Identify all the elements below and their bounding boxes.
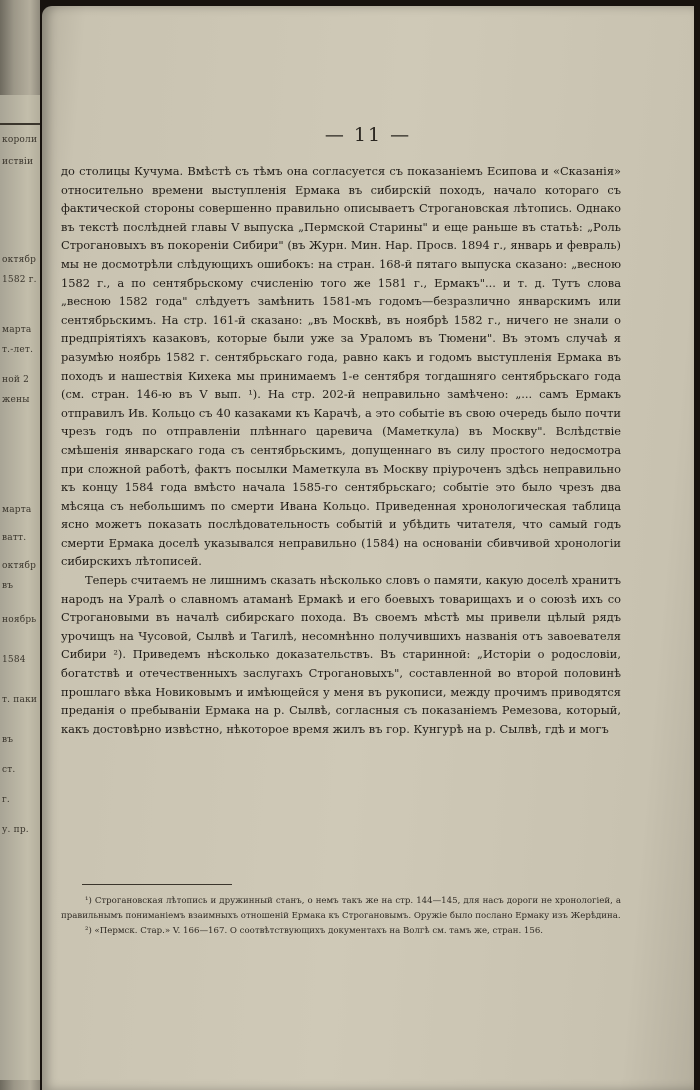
facing-page-fragment: марта bbox=[2, 505, 32, 515]
footnotes bbox=[61, 894, 621, 940]
facing-page-fragment: короли bbox=[2, 135, 38, 145]
facing-page-fragment: иствіи bbox=[2, 157, 34, 167]
facing-page-fragment: октябр bbox=[2, 561, 37, 571]
facing-page-fragment: въ bbox=[2, 735, 14, 745]
facing-page-fragment: г. bbox=[2, 795, 10, 805]
page-number-header: — 11 — bbox=[324, 124, 412, 146]
footnote-divider bbox=[82, 884, 232, 885]
facing-page-fragment: ватт. bbox=[2, 533, 27, 543]
facing-page-fragment: ст. bbox=[2, 765, 16, 775]
facing-page-fragment: ной 2 bbox=[2, 375, 30, 385]
facing-page-fragment: жены bbox=[2, 395, 30, 405]
body-text bbox=[61, 162, 621, 738]
facing-page-rule bbox=[0, 123, 40, 125]
facing-page-fragment: 1584 bbox=[2, 655, 26, 665]
facing-page-fragment: т.-лет. bbox=[2, 345, 34, 355]
facing-page-fragment: т. паки bbox=[2, 695, 38, 705]
footnote: ¹) Строгановская лѣтопись и дружинный станъ, о немъ такъ же на стр. 144—145, для насъ дороги не хронологіей, а правильнымъ пониманіемъ взаимныхъ отношеній Ермака къ Строгановымъ. Оружіе было послано Ермаку изъ Жерѣдина. bbox=[61, 896, 621, 922]
facing-page-fragment: у. пр. bbox=[2, 825, 29, 835]
facing-page-fragment: въ bbox=[2, 581, 14, 591]
book-page bbox=[42, 6, 694, 1090]
body-paragraph: до столицы Кучума. Вмѣстѣ съ тѣмъ она согласуется съ показаніемъ Есипова и «Сказанія» относительно времени выступленія Ермака въ сибирскій походъ, начало котораго съ фактической стороны совершенно правильно описываетъ Строгановская лѣтопись. Однако въ текстѣ послѣдней главы V выпуска „Пермской Старины" и еще раньше въ статьѣ: „Роль Строгановыхъ въ покореніи Сибири" (въ Журн. Мин. Нар. Просв. 1894 г., январь и февраль) мы не досмотрѣли слѣдующихъ ошибокъ: на стран. 168-й пятаго выпуска сказано: „весною 1582 г., а по сентябрьскому счисленію того же 1581 г., Ермакъ"... и т. д. Тутъ слова „весною 1582 года" слѣдуетъ замѣнить 1581-мъ годомъ—безразлично январскимъ или сентябрьскимъ. На стр. 161-й сказано: „въ Москвѣ, въ ноябрѣ 1582 г., ничего не знали о предпріятіяхъ казаковъ, которые были уже за Ураломъ въ Тюмени". Въ этомъ случаѣ я разумѣю ноябрь 1582 г. сентябрьскаго года, равно какъ и годомъ выступленія Ермака въ походъ и нашествія Кихека мы принимаемъ 1-е сентября тогдашняго сентябрьскаго года (см. стран. 146-ю въ V вып. ¹). На стр. 202-й неправильно замѣчено: „... самъ Ермакъ отправилъ Ив. Кольцо съ 40 казаками къ Карачѣ, а это событіе въ свою очередь было почти чрезъ годъ по отправленіи плѣннаго царевича (Маметкула) въ Москву". Вслѣдствіе смѣшенія январскаго года съ сентябрьскимъ, допущеннаго въ силу простого недосмотра при сложной работѣ, фактъ посылки Маметкула въ Москву пріуроченъ здѣсь неправильно къ концу 1584 года вмѣсто начала 1585-го сентябрьскаго; событіе это было чрезъ два мѣсяца съ небольшимъ по смерти Ивана Кольцо. Приведенная хронологическая таблица ясно можетъ показать послѣдовательность событій и убѣдить читателя, что самый годъ смерти Ермака доселѣ указывался неправильно (1584) на основаніи сбивчивой хронологіи сибирскихъ лѣтописей. bbox=[61, 164, 621, 569]
footnote: ²) «Пермск. Стар.» V. 166—167. О соотвѣтствующихъ документахъ на Волгѣ см. тамъ же, стран. 156. bbox=[85, 926, 544, 937]
facing-page-fragment: 1582 г. bbox=[2, 275, 37, 285]
body-paragraph: Теперь считаемъ не лишнимъ сказать нѣсколько словъ о памяти, какую доселѣ хранитъ народъ на Уралѣ о славномъ атаманѣ Ермакѣ и его боевыхъ товарищахъ и о союзѣ ихъ со Строгановыми въ началѣ сибирскаго похода. Въ своемъ мѣстѣ мы привели цѣлый рядъ урочищъ на Чусовой, Сылвѣ и Тагилѣ, несомнѣнно получившихъ названія отъ завоевателя Сибири ²). Приведемъ нѣсколько доказательствъ. Въ старинной: „Исторіи о родословіи, богатствѣ и отечественныхъ заслугахъ Строгановыхъ", составленной во второй половинѣ прошлаго вѣка Новиковымъ и имѣющейся у меня въ рукописи, между прочимъ приводятся преданія о пребываніи Ермака на р. Сылвѣ, согласныя съ показаніемъ Ремезова, который, какъ достовѣрно извѣстно, нѣкоторое время жилъ въ гор. Кунгурѣ на р. Сылвѣ, гдѣ и могъ bbox=[61, 573, 621, 736]
facing-page-edge bbox=[0, 95, 40, 1080]
facing-page-fragment: марта bbox=[2, 325, 32, 335]
facing-page-fragment: октябр bbox=[2, 255, 37, 265]
facing-page-fragment: ноябрь bbox=[2, 615, 37, 625]
